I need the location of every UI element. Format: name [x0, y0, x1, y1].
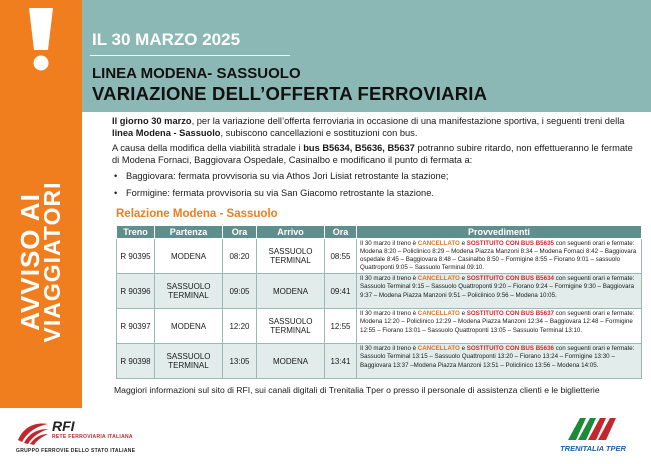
- measure-text: Il 30 marzo il treno è: [360, 240, 418, 247]
- cancelled-label: CANCELLATO: [417, 240, 460, 247]
- col-header-dep-time: Ora: [223, 226, 257, 239]
- trenitalia-tper-logo-icon: [566, 412, 618, 442]
- col-header-arr-time: Ora: [325, 226, 357, 239]
- rfi-logo: [16, 418, 166, 460]
- rfi-group: GRUPPO FERROVIE DELLO STATO ITALIANE: [16, 448, 136, 454]
- bus-replacement-label: SOSTITUITO CON BUS B5636: [466, 345, 554, 353]
- table-row: [117, 239, 642, 274]
- cell-to: SASSUOLO TERMINAL: [257, 309, 325, 344]
- rfi-logo-icon: [16, 420, 50, 446]
- table-header-row: [117, 226, 642, 239]
- cell-to: SASSUOLO TERMINAL: [257, 239, 325, 274]
- measure-schedule: con seguenti orari e fermate: Modena 12:20 – Policlinico 12:29 – Modena Piazza Manzoni 12:34 – Baggiovara 12:48 – Formigine 12:55 – Fiorano 13:01 – Sassuolo Quattroponti 13:05 – Sassuolo Terminal 13:10.: [360, 310, 635, 334]
- cell-dep: 12:20: [223, 309, 257, 344]
- intro-text-1b: , per la variazione dell’offerta ferroviaria in occasione di una manifestazione sportiva, i seguenti treni della: [191, 116, 625, 126]
- cell-dep: 13:05: [223, 344, 257, 379]
- cell-from: SASSUOLO TERMINAL: [155, 274, 223, 309]
- bus-replacement-label: SOSTITUITO CON BUS B5635: [466, 240, 554, 247]
- cell-to: MODENA: [257, 344, 325, 379]
- side-band: [0, 0, 82, 408]
- cell-measures: [357, 239, 642, 274]
- cancelled-label: CANCELLATO: [417, 310, 460, 318]
- intro-bus-list: bus B5634, B5636, B5637: [303, 143, 415, 154]
- intro-paragraph-2: [112, 143, 642, 166]
- cell-from: MODENA: [155, 239, 223, 274]
- bus-replacement-label: SOSTITUITO CON BUS B5634: [466, 275, 554, 283]
- rfi-subtitle: RETE FERROVIARIA ITALIANA: [52, 434, 133, 440]
- cell-train: R 90398: [117, 344, 155, 379]
- intro-text: [112, 116, 642, 204]
- measure-schedule: con seguenti orari e fermate: Modena 8:20 – Policlinico 8:29 – Modena Piazza Manzoni 8:34 – Modena Fornaci 8:42 – Baggiovara ospedale 8:45 – Baggiovara 8:48 – Casinalbo 8:50 – Formigine 8:55 – Fiorano 9:01 – sassuolo Quattroponti 9:05 – Sassuolo Terminal 09:10.: [360, 240, 637, 272]
- measure-schedule: con seguenti orari e fermate: Sassuolo Terminal 9:15 – Sassuolo Quattroponti 9:20 – Fiorano 9:24 – Formigine 9:30 – Baggiovara 9:37 – Modena Piazza Manzoni 9:51 – Policlinico 9:56 – Modena 10:05.: [360, 275, 635, 299]
- cell-arr: 12:55: [325, 309, 357, 344]
- trenitalia-tper-logo: [548, 412, 638, 460]
- table-row: [117, 274, 642, 309]
- relation-title: Relazione Modena - Sassuolo: [116, 208, 278, 220]
- date-divider: [90, 55, 290, 56]
- intro-line: linea Modena - Sassuolo: [112, 127, 221, 138]
- cell-arr: 08:55: [325, 239, 357, 274]
- measure-schedule: con seguenti orari e fermate: Sassuolo Terminal 13:15 – Sassuolo Quattroponti 13:20 – Fiorano 13:24 – Formigine 13:30 – Baggiovara 13:37 –Modena Piazza Manzoni 13:51 – Policlinico 13:56 – Modena 14:05.: [360, 345, 635, 369]
- measure-and: e: [459, 345, 467, 353]
- cell-dep: 09:05: [223, 274, 257, 309]
- cell-dep: 08:20: [223, 239, 257, 274]
- measure-text: Il 30 marzo il treno è: [360, 345, 418, 353]
- bus-replacement-label: SOSTITUITO CON BUS B5637: [466, 310, 554, 318]
- cell-train: R 90395: [117, 239, 155, 274]
- col-header-measures: Provvedimenti: [357, 226, 642, 239]
- cell-train: R 90396: [117, 274, 155, 309]
- side-band-title: [15, 181, 65, 343]
- col-header-departure: Partenza: [155, 226, 223, 239]
- trenitalia-tper-name: TRENITALIA TPER: [560, 444, 626, 453]
- col-header-arrival: Arrivo: [257, 226, 325, 239]
- measure-text: Il 30 marzo il treno è: [360, 275, 418, 283]
- cell-from: SASSUOLO TERMINAL: [155, 344, 223, 379]
- exclamation-icon: [6, 4, 76, 74]
- cancelled-label: CANCELLATO: [417, 275, 460, 283]
- side-band-line2: VIAGGIATORI: [39, 181, 65, 343]
- table-row: [117, 309, 642, 344]
- stop-changes-list: [112, 171, 642, 199]
- intro-text-2c: potranno subire ritardo, non effettueranno le fermate di Modena Fornaci, Baggiovara Ospedale, Casinalbo e modificano il punto di fermata a:: [112, 143, 633, 166]
- cell-measures: [357, 274, 642, 309]
- measure-and: e: [459, 240, 467, 247]
- list-item: • Baggiovara: fermata provvisoria su via Athos Jori Lisiat retrostante la stazione;: [112, 171, 642, 183]
- cell-measures: [357, 344, 642, 379]
- cell-arr: 13:41: [325, 344, 357, 379]
- intro-text-2a: A causa della modifica della viabilità stradale i: [112, 143, 304, 154]
- col-header-train: Treno: [117, 226, 155, 239]
- notice-date: IL 30 MARZO 2025: [92, 30, 241, 49]
- measure-text: Il 30 marzo il treno è: [360, 310, 418, 318]
- line-name: LINEA MODENA- SASSUOLO: [92, 65, 301, 82]
- cancelled-label: CANCELLATO: [417, 345, 460, 353]
- cell-from: MODENA: [155, 309, 223, 344]
- page-title: VARIAZIONE DELL’OFFERTA FERROVIARIA: [92, 83, 488, 104]
- intro-text-1d: , subiscono cancellazioni e sostituzioni con bus.: [220, 127, 418, 138]
- rfi-name: RFI: [52, 418, 75, 434]
- side-band-line1: AVVISO AI: [15, 193, 45, 331]
- measure-and: e: [459, 275, 467, 283]
- measure-and: e: [459, 310, 467, 318]
- intro-paragraph-1: [112, 116, 642, 139]
- list-item: • Formigine: fermata provvisoria su via San Giacomo retrostante la stazione.: [112, 188, 642, 200]
- table-row: [117, 344, 642, 379]
- footer-note: Maggiori informazioni sul sito di RFI, sui canali digitali di Trenitalia Tper o presso il personale di assistenza clienti e le biglietterie: [114, 385, 600, 395]
- cell-measures: [357, 309, 642, 344]
- cell-arr: 09:41: [325, 274, 357, 309]
- cell-to: MODENA: [257, 274, 325, 309]
- cell-train: R 90397: [117, 309, 155, 344]
- intro-date: Il giorno 30 marzo: [112, 116, 192, 126]
- timetable: [116, 225, 642, 379]
